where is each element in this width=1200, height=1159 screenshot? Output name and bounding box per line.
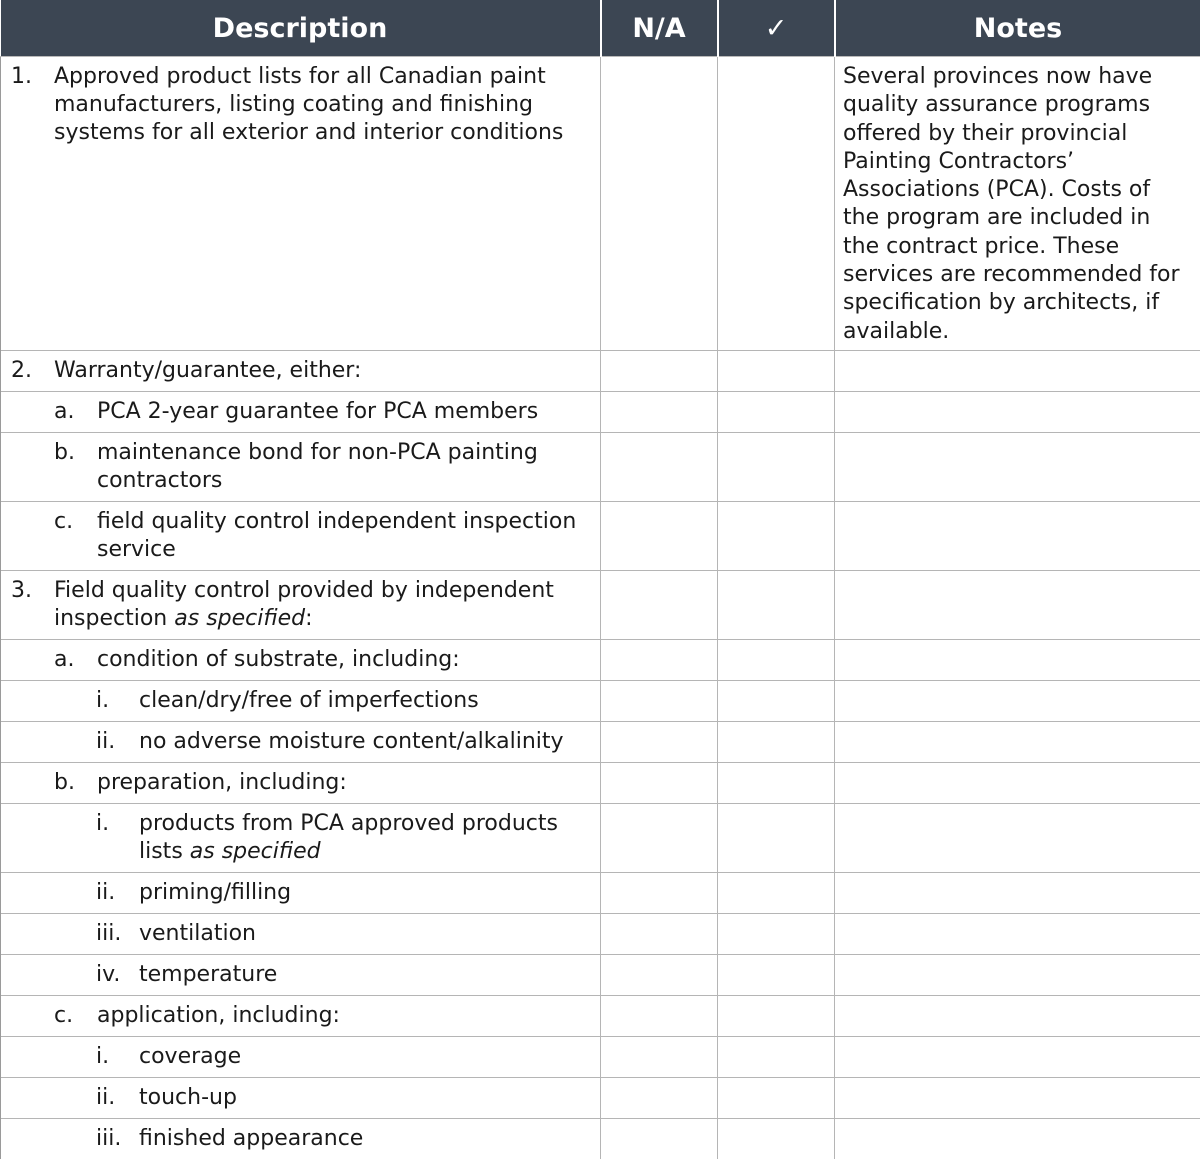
item-text: maintenance bond for non-PCA painting contractors xyxy=(97,439,590,495)
item-text: clean/dry/free of imperfections xyxy=(139,687,590,715)
notes-cell xyxy=(835,391,1200,432)
item-text: coverage xyxy=(139,1043,590,1071)
check-cell[interactable] xyxy=(718,570,835,639)
description-cell xyxy=(1,350,601,391)
notes-cell xyxy=(835,432,1200,501)
item-number: b. xyxy=(54,439,97,495)
description-cell xyxy=(1,57,601,351)
na-cell[interactable] xyxy=(601,803,718,872)
item-text: finished appearance xyxy=(139,1125,590,1153)
na-cell[interactable] xyxy=(601,762,718,803)
notes-cell xyxy=(835,57,1200,351)
notes-cell xyxy=(835,680,1200,721)
check-cell[interactable] xyxy=(718,501,835,570)
na-cell[interactable] xyxy=(601,501,718,570)
header-description: Description xyxy=(1,0,601,57)
table-row xyxy=(1,432,1200,501)
item-text: Approved product lists for all Canadian paint manufacturers, listing coating and finishing systems for all exterior and interior conditions xyxy=(54,63,590,147)
table-row xyxy=(1,570,1200,639)
description-cell xyxy=(1,501,601,570)
item-text: preparation, including: xyxy=(97,769,590,797)
na-cell[interactable] xyxy=(601,721,718,762)
check-cell[interactable] xyxy=(718,803,835,872)
item-number: iii. xyxy=(96,920,139,948)
item-text-tail: : xyxy=(305,606,312,631)
description-cell xyxy=(1,680,601,721)
checkmark-icon: ✓ xyxy=(765,13,788,44)
na-cell[interactable] xyxy=(601,350,718,391)
description-cell xyxy=(1,872,601,913)
table-row xyxy=(1,803,1200,872)
description-cell xyxy=(1,1036,601,1077)
check-cell[interactable] xyxy=(718,57,835,351)
check-cell[interactable] xyxy=(718,721,835,762)
na-cell[interactable] xyxy=(601,913,718,954)
item-text: priming/filling xyxy=(139,879,590,907)
header-check xyxy=(718,0,835,57)
item-number: c. xyxy=(54,508,97,564)
notes-cell xyxy=(835,995,1200,1036)
item-number: a. xyxy=(54,646,97,674)
table-row xyxy=(1,995,1200,1036)
table-row xyxy=(1,1077,1200,1118)
notes-cell xyxy=(835,1036,1200,1077)
header-row xyxy=(1,0,1200,57)
item-text: temperature xyxy=(139,961,590,989)
notes-cell xyxy=(835,762,1200,803)
item-text: Field quality control provided by independent inspection xyxy=(54,578,554,631)
description-cell xyxy=(1,570,601,639)
na-cell[interactable] xyxy=(601,639,718,680)
notes-cell xyxy=(835,1077,1200,1118)
item-number: 1. xyxy=(11,63,54,147)
item-text: ventilation xyxy=(139,920,590,948)
na-cell[interactable] xyxy=(601,1036,718,1077)
item-text: touch-up xyxy=(139,1084,590,1112)
description-cell xyxy=(1,803,601,872)
na-cell[interactable] xyxy=(601,872,718,913)
notes-text: Several provinces now have quality assurance programs offered by their provincial Painting Contractors’ Associations (PCA). Costs of the program are included in the contract price. These services are recommended for specification by architects, if available. xyxy=(835,57,1200,350)
check-cell[interactable] xyxy=(718,1077,835,1118)
table-row xyxy=(1,350,1200,391)
table-row xyxy=(1,391,1200,432)
notes-cell xyxy=(835,872,1200,913)
na-cell[interactable] xyxy=(601,1077,718,1118)
notes-cell xyxy=(835,570,1200,639)
item-text: field quality control independent inspection service xyxy=(97,508,590,564)
description-cell xyxy=(1,762,601,803)
item-number: iv. xyxy=(96,961,139,989)
check-cell[interactable] xyxy=(718,762,835,803)
header-notes: Notes xyxy=(835,0,1200,57)
notes-cell xyxy=(835,350,1200,391)
description-cell xyxy=(1,954,601,995)
table-row xyxy=(1,954,1200,995)
notes-cell xyxy=(835,721,1200,762)
na-cell[interactable] xyxy=(601,432,718,501)
item-text: no adverse moisture content/alkalinity xyxy=(139,728,590,756)
notes-cell xyxy=(835,501,1200,570)
description-cell xyxy=(1,913,601,954)
table-row xyxy=(1,913,1200,954)
na-cell[interactable] xyxy=(601,680,718,721)
item-text: application, including: xyxy=(97,1002,590,1030)
check-cell[interactable] xyxy=(718,391,835,432)
table-row xyxy=(1,680,1200,721)
item-number: i. xyxy=(96,810,139,866)
item-text: products from PCA approved products lists xyxy=(139,811,558,864)
item-number: ii. xyxy=(96,1084,139,1112)
na-cell[interactable] xyxy=(601,391,718,432)
table-row xyxy=(1,762,1200,803)
description-cell xyxy=(1,995,601,1036)
description-cell xyxy=(1,391,601,432)
emphasis-text: as specified xyxy=(174,606,305,631)
na-cell[interactable] xyxy=(601,995,718,1036)
item-text: Warranty/guarantee, either: xyxy=(54,357,590,385)
header-na: N/A xyxy=(601,0,718,57)
check-cell[interactable] xyxy=(718,913,835,954)
item-text: condition of substrate, including: xyxy=(97,646,590,674)
table-row xyxy=(1,721,1200,762)
item-number: iii. xyxy=(96,1125,139,1153)
item-number: c. xyxy=(54,1002,97,1030)
check-cell[interactable] xyxy=(718,680,835,721)
item-text: PCA 2-year guarantee for PCA members xyxy=(97,398,590,426)
item-number: b. xyxy=(54,769,97,797)
check-cell[interactable] xyxy=(718,995,835,1036)
description-cell xyxy=(1,432,601,501)
notes-cell xyxy=(835,913,1200,954)
check-cell[interactable] xyxy=(718,1036,835,1077)
item-number: 3. xyxy=(11,577,54,633)
item-number: 2. xyxy=(11,357,54,385)
item-number: ii. xyxy=(96,879,139,907)
notes-cell xyxy=(835,803,1200,872)
table-row xyxy=(1,639,1200,680)
table-row xyxy=(1,57,1200,351)
description-cell xyxy=(1,721,601,762)
check-cell[interactable] xyxy=(718,954,835,995)
item-number: i. xyxy=(96,687,139,715)
notes-cell xyxy=(835,639,1200,680)
check-cell[interactable] xyxy=(718,872,835,913)
emphasis-text: as specified xyxy=(190,839,321,864)
item-number: ii. xyxy=(96,728,139,756)
notes-cell xyxy=(835,954,1200,995)
na-cell[interactable] xyxy=(601,57,718,351)
check-cell[interactable] xyxy=(718,639,835,680)
table-row xyxy=(1,501,1200,570)
na-cell[interactable] xyxy=(601,954,718,995)
description-cell xyxy=(1,1077,601,1118)
check-cell[interactable] xyxy=(718,432,835,501)
table-row xyxy=(1,872,1200,913)
na-cell[interactable] xyxy=(601,570,718,639)
item-number: i. xyxy=(96,1043,139,1071)
table-row xyxy=(1,1036,1200,1077)
item-number: a. xyxy=(54,398,97,426)
description-cell xyxy=(1,639,601,680)
check-cell[interactable] xyxy=(718,350,835,391)
